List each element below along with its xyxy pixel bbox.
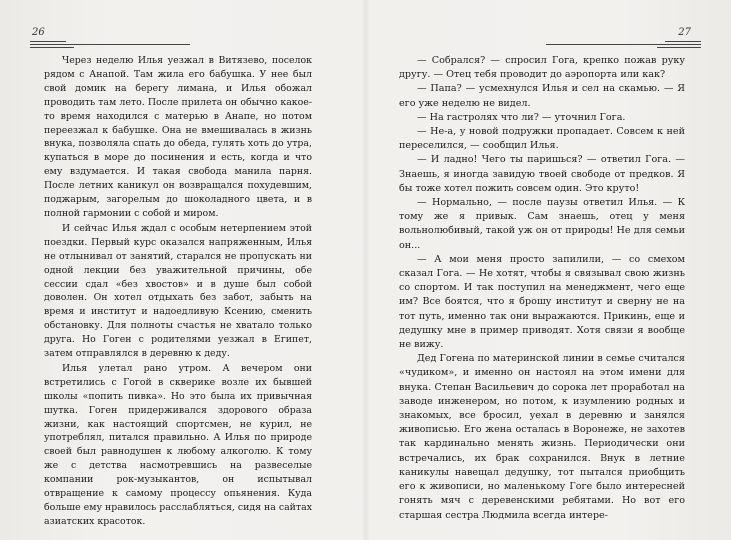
paragraph: Илья улетал рано утром. А вечером они встретились с Гогой в скверике возле их бывшей школы «попить пивка». Но это была их привычная шутка. Гоген придерживался здорового образа жизни, как настоящий спортсмен, не курил, не употреблял, питался правильно. А Илья по природе своей был равнодушен к любому алкоголю. К тому же с детства насмотревшись на развеселые компании рок-музыкантов, он испытывал отвращение к самому процессу опьянения. Куда больше ему нравилось расслабляться, сидя на сайтах азиатских красоток. xyxy=(44,362,312,527)
paragraph: И сейчас Илья ждал с особым нетерпением этой поездки. Первый курс оказался напряженным, Илья не отлынивал от занятий, старался не пропускать ни одной лекции без уважительной причины, обе сессии сдал «без хвостов» и в душе был собой доволен. Он хотел отдыхать без забот, забыть на время и институт и надоедливую Ксению, сменить обстановку. Для полноты счастья не хватало только друга. Но Гоген с родителями уезжал в Египет, затем отправлялся в деревню к деду. xyxy=(44,222,312,360)
right-page-number: 27 xyxy=(678,27,691,38)
paragraph: Через неделю Илья уезжал в Витязево, поселок рядом с Анапой. Там жила его бабушка. У нее был свой домик на берегу лимана, и Илья обожал проводить там лето. После прилета он обычно какое-то время находился с матерью в Анапе, но потом переезжал к бабушке. Она не вмешивалась в жизнь внука, позволяла спать до обеда, гулять хоть до утра, купаться в море до посинения и есть, когда и что ему вздумается. И такая свобода манила парня. После летних каникул он возвращался похудевшим, поджарым, загорелым до шоколадного цвета, и в полной гармонии с собой и миром. xyxy=(44,55,312,219)
paragraph: — Папа? — усмехнулся Илья и сел на скамью. — Я его уже неделю не видел. xyxy=(399,83,685,109)
paragraph: Дед Гогена по материнской линии в семье считался «чудиком», и именно он настоял на этом имени для внука. Степан Васильевич до сорока лет проработал на заводе инженером, но потом, к изумлению родных и знакомых, все бросил, уехал в деревню и занялся живописью. Его жена осталась в Воронеже, не захотев так кардинально менять жизнь. Периодически они встречались, их брак сохранился. Внук в летние каникулы навещал дедушку, тот пытался приобщить его к живописи, но маленькому Гоге было интересней гонять мяч с деревенскими ребятами. Но вот его старшая сестра Людмила всегда интере- xyxy=(399,353,685,521)
header-rule xyxy=(30,47,74,48)
header-rule xyxy=(30,41,66,42)
header-rule xyxy=(665,41,701,42)
paragraph: — И ладно! Чего ты паришься? — ответил Гога. — Знаешь, я иногда завидую твоей свободе от предков. Я бы тоже хотел пожить совсем один. Это круто! xyxy=(399,154,685,194)
right-page xyxy=(366,0,731,540)
paragraph: — Нормально, — после паузы ответил Илья. — К тому же я привык. Сам знаешь, отец у меня вольнолюбивый, такой уж он от природы! Не для семьи он... xyxy=(399,197,685,251)
right-page-text xyxy=(399,54,685,523)
left-page-number: 26 xyxy=(32,27,45,38)
header-rule xyxy=(657,47,701,48)
paragraph: — А мои меня просто запилили, — со смехом сказал Гога. — Не хотят, чтобы я связывал свою жизнь со спортом. И так поступил на менеджмент, чего еще им? Все боятся, что я брошу институт и сверну не на тот путь, именно так они выражаются. Прикинь, еще и дедушку мне в пример приводят. Хотя связи я вообще не вижу. xyxy=(399,253,685,351)
header-rule xyxy=(30,44,190,45)
paragraph: — На гастролях что ли? — уточнил Гога. xyxy=(417,111,626,123)
paragraph: — Не-а, у новой подружки пропадает. Совсем к ней переселился, — сообщил Илья. xyxy=(399,126,685,152)
header-rule xyxy=(546,44,701,45)
paragraph: — Собрался? — спросил Гога, крепко пожав руку другу. — Отец тебя проводит до аэропорта или как? xyxy=(399,55,685,81)
book-gutter xyxy=(362,0,370,540)
left-page-text xyxy=(44,54,312,529)
